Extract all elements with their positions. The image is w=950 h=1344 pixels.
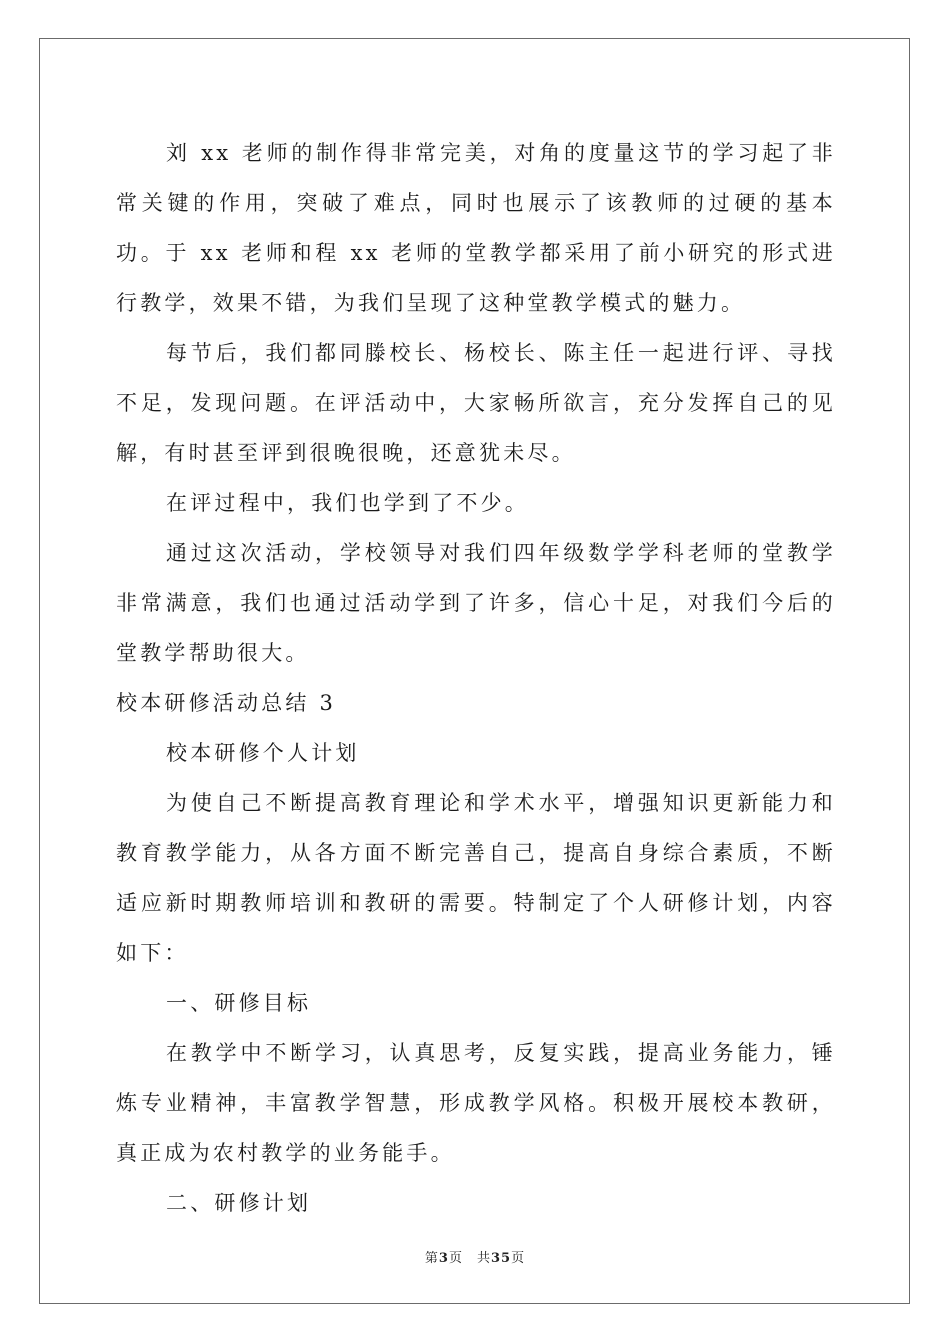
paragraph: 通过这次活动，学校领导对我们四年级数学学科老师的堂教学非常满意，我们也通过活动学到了许多，信心十足，对我们今后的堂教学帮助很大。 (116, 541, 836, 665)
total-suffix: 页 (511, 1251, 526, 1266)
subheading: 一、研修目标 (166, 991, 312, 1015)
page-prefix: 第 (424, 1251, 439, 1266)
subheading: 二、研修计划 (166, 1191, 312, 1215)
total-prefix: 共 (476, 1251, 491, 1266)
document-body (116, 128, 836, 1228)
page-suffix: 页 (448, 1251, 463, 1266)
subtitle: 校本研修个人计划 (166, 741, 360, 765)
page-number: 3 (438, 1251, 449, 1266)
paragraph: 每节后，我们都同滕校长、杨校长、陈主任一起进行评、寻找不足，发现问题。在评活动中，大家畅所欲言，充分发挥自己的见解，有时甚至评到很晚很晚，还意犹未尽。 (116, 341, 836, 465)
paragraph: 刘 xx 老师的制作得非常完美，对角的度量这节的学习起了非常关键的作用，突破了难点，同时也展示了该教师的过硬的基本功。于 xx 老师和程 xx 老师的堂教学都采用了前小研究的形式进行教学，效果不错，为我们呈现了这种堂教学模式的魅力。 (116, 141, 836, 315)
page-footer (0, 1247, 950, 1266)
paragraph: 为使自己不断提高教育理论和学术水平，增强知识更新能力和教育教学能力，从各方面不断完善自己，提高自身综合素质，不断适应新时期教师培训和教研的需要。特制定了个人研修计划，内容如下： (116, 791, 836, 965)
section-heading: 校本研修活动总结 3 (116, 691, 337, 715)
paragraph: 在教学中不断学习，认真思考，反复实践，提高业务能力，锤炼专业精神，丰富教学智慧，形成教学风格。积极开展校本教研，真正成为农村教学的业务能手。 (116, 1041, 836, 1165)
total-pages: 35 (490, 1251, 512, 1266)
paragraph: 在评过程中，我们也学到了不少。 (166, 491, 529, 515)
